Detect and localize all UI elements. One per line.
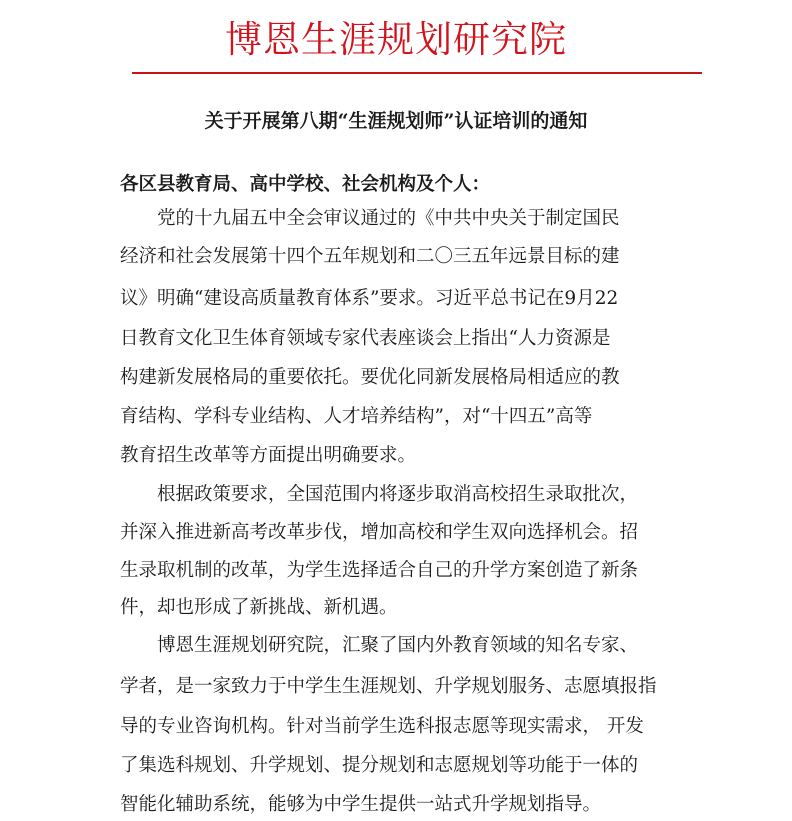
paragraph-line: 博恩生涯规划研究院，汇聚了国内外教育领域的知名专家、 <box>157 635 639 656</box>
paragraph-line: 智能化辅助系统，能够为中学生提供一站式升学规划指导。 <box>120 794 602 815</box>
paragraph-line: 学者，是一家致力于中学生生涯规划、升学规划服务、志愿填报指 <box>120 676 657 697</box>
paragraph-line: 生录取机制的改革，为学生选择适合自己的升学方案创造了新条 <box>120 560 639 581</box>
institute-header-title: 博恩生涯规划研究院 <box>225 18 567 61</box>
paragraph-line: 议》明确“建设高质量教育体系”要求。习近平总书记在9月22 <box>120 288 619 309</box>
paragraph-line: 育结构、学科专业结构、人才培养结构”，对“十四五”高等 <box>120 406 593 427</box>
paragraph-line: 日教育文化卫生体育领域专家代表座谈会上指出“人力资源是 <box>120 328 611 349</box>
paragraph-line: 党的十九届五中全会审议通过的《中共中央关于制定国民 <box>157 208 620 229</box>
header-divider-line <box>132 72 702 74</box>
paragraph-line: 经济和社会发展第十四个五年规划和二〇三五年远景目标的建 <box>120 246 620 267</box>
paragraph-line: 并深入推进新高考改革步伐，增加高校和学生双向选择机会。招 <box>120 522 639 543</box>
paragraph-line: 了集选科规划、升学规划、提分规划和志愿规划等功能于一体的 <box>120 755 639 776</box>
paragraph-line: 件，却也形成了新挑战、新机遇。 <box>120 597 398 618</box>
paragraph-line: 导的专业咨询机构。针对当前学生选科报志愿等现实需求， 开发 <box>120 716 644 737</box>
notice-title: 关于开展第八期“生涯规划师”认证培训的通知 <box>204 110 588 132</box>
paragraph-line: 根据政策要求，全国范围内将逐步取消高校招生录取批次， <box>157 484 639 505</box>
notice-salutation: 各区县教育局、高中学校、社会机构及个人： <box>120 174 491 195</box>
paragraph-line: 教育招生改革等方面提出明确要求。 <box>120 445 417 466</box>
paragraph-line: 构建新发展格局的重要依托。要优化同新发展格局相适应的教 <box>120 367 620 388</box>
